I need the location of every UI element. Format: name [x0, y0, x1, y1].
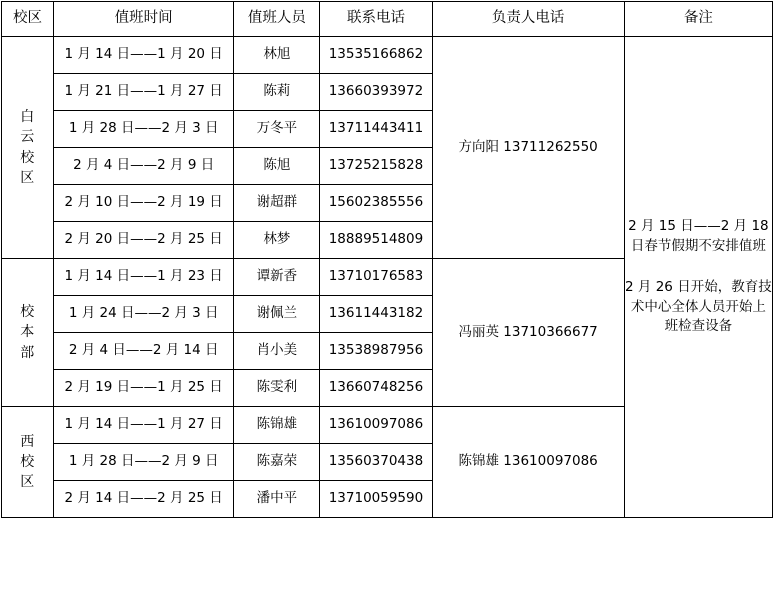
table-row — [2, 37, 773, 74]
campus-char: 云 — [20, 129, 35, 146]
cell-remark — [624, 37, 772, 518]
cell-person: 谭新香 — [234, 259, 320, 296]
campus-cell-benbu — [2, 259, 54, 407]
campus-char: 部 — [20, 344, 35, 361]
cell-person: 潘中平 — [234, 481, 320, 518]
cell-period: 2 月 4 日——2 月 9 日 — [54, 148, 234, 185]
cell-person: 陈锦雄 — [234, 407, 320, 444]
cell-phone: 18889514809 — [320, 222, 432, 259]
campus-char: 校 — [20, 304, 35, 321]
cell-person: 谢佩兰 — [234, 296, 320, 333]
cell-phone: 13710059590 — [320, 481, 432, 518]
cell-period: 1 月 14 日——1 月 27 日 — [54, 407, 234, 444]
header-remark: 备注 — [624, 2, 772, 37]
cell-person: 林梦 — [234, 222, 320, 259]
duty-roster-sheet — [0, 1, 776, 597]
cell-phone: 13725215828 — [320, 148, 432, 185]
cell-period: 1 月 14 日——1 月 20 日 — [54, 37, 234, 74]
cell-period: 1 月 14 日——1 月 23 日 — [54, 259, 234, 296]
cell-phone: 13538987956 — [320, 333, 432, 370]
header-campus: 校区 — [2, 2, 54, 37]
campus-char: 区 — [20, 474, 35, 491]
campus-char: 校 — [20, 453, 35, 470]
campus-char: 校 — [20, 149, 35, 166]
campus-char: 白 — [20, 108, 35, 125]
cell-period: 2 月 4 日——2 月 14 日 — [54, 333, 234, 370]
cell-person: 陈旭 — [234, 148, 320, 185]
cell-period: 2 月 14 日——2 月 25 日 — [54, 481, 234, 518]
header-duty-person: 值班人员 — [234, 2, 320, 37]
duty-roster-table — [1, 1, 773, 518]
campus-cell-xixiaoqu — [2, 407, 54, 518]
cell-manager-benbu: 冯丽英 13710366677 — [432, 259, 624, 407]
cell-person: 肖小美 — [234, 333, 320, 370]
remark-gap — [625, 256, 772, 278]
cell-phone: 15602385556 — [320, 185, 432, 222]
table-header-row — [2, 2, 773, 37]
cell-manager-baiyun: 方向阳 13711262550 — [432, 37, 624, 259]
cell-period: 2 月 10 日——2 月 19 日 — [54, 185, 234, 222]
campus-char: 区 — [20, 169, 35, 186]
cell-person: 万冬平 — [234, 111, 320, 148]
cell-phone: 13660393972 — [320, 74, 432, 111]
cell-person: 陈雯利 — [234, 370, 320, 407]
remark-paragraph-2: 2 月 26 日开始，教育技术中心全体人员开始上班检查设备 — [625, 279, 772, 335]
header-duty-period: 值班时间 — [54, 2, 234, 37]
header-manager-phone: 负责人电话 — [432, 2, 624, 37]
cell-phone: 13611443182 — [320, 296, 432, 333]
cell-period: 1 月 28 日——2 月 3 日 — [54, 111, 234, 148]
cell-phone: 13710176583 — [320, 259, 432, 296]
cell-person: 林旭 — [234, 37, 320, 74]
header-contact-phone: 联系电话 — [320, 2, 432, 37]
campus-char: 本 — [20, 324, 35, 341]
cell-phone: 13711443411 — [320, 111, 432, 148]
cell-manager-xixiaoqu: 陈锦雄 13610097086 — [432, 407, 624, 518]
cell-person: 陈嘉荣 — [234, 444, 320, 481]
cell-phone: 13535166862 — [320, 37, 432, 74]
cell-period: 1 月 21 日——1 月 27 日 — [54, 74, 234, 111]
cell-phone: 13660748256 — [320, 370, 432, 407]
campus-cell-baiyun — [2, 37, 54, 259]
campus-char: 西 — [20, 433, 35, 450]
remark-paragraph-1: 2 月 15 日——2 月 18 日春节假期不安排值班 — [628, 218, 769, 254]
cell-person: 陈莉 — [234, 74, 320, 111]
cell-person: 谢超群 — [234, 185, 320, 222]
cell-period: 1 月 24 日——2 月 3 日 — [54, 296, 234, 333]
cell-phone: 13610097086 — [320, 407, 432, 444]
cell-period: 1 月 28 日——2 月 9 日 — [54, 444, 234, 481]
cell-phone: 13560370438 — [320, 444, 432, 481]
cell-period: 2 月 19 日——1 月 25 日 — [54, 370, 234, 407]
cell-period: 2 月 20 日——2 月 25 日 — [54, 222, 234, 259]
